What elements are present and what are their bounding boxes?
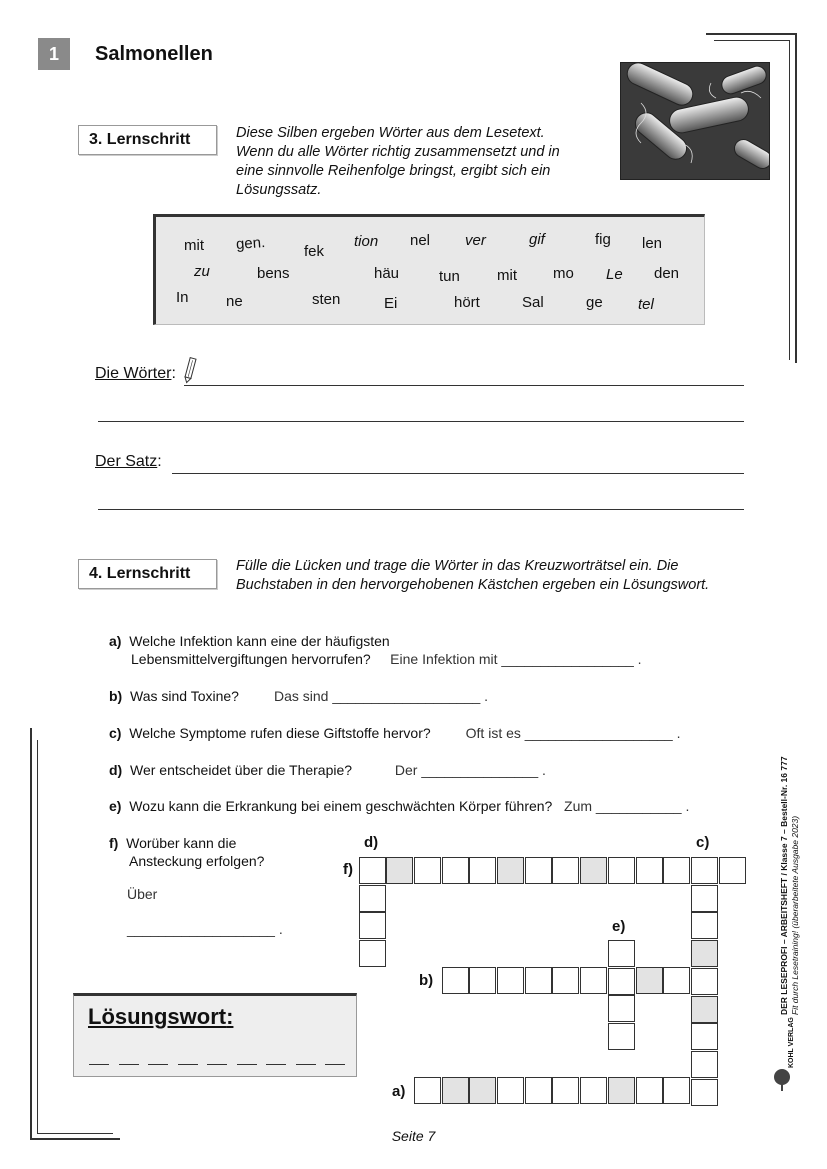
question-b: b) Was sind Toxine? Das sind ___________________ . xyxy=(109,688,489,704)
question-d: d) Wer entscheidet über die Therapie? Der _______________ . xyxy=(109,762,546,778)
frame-left-v2 xyxy=(37,740,38,1134)
syllable: mit xyxy=(184,237,204,254)
syllable: fig xyxy=(595,231,611,248)
crossword-cell-highlighted[interactable] xyxy=(691,940,718,967)
syllable: häu xyxy=(374,265,400,282)
crossword-cell[interactable] xyxy=(719,857,746,884)
syllable: Le xyxy=(606,266,623,283)
syllable: zu xyxy=(194,263,210,280)
solution-letter-slot[interactable] xyxy=(266,1064,286,1065)
crossword-cell[interactable] xyxy=(608,968,635,995)
frame-top-right-h xyxy=(706,33,796,35)
crossword-cell-highlighted[interactable] xyxy=(636,967,663,994)
crossword-cell-highlighted[interactable] xyxy=(386,857,413,884)
syllable: Sal xyxy=(522,294,544,311)
syllable: tel xyxy=(638,296,654,313)
crossword-cell-highlighted[interactable] xyxy=(497,857,524,884)
crossword-cell[interactable] xyxy=(691,912,718,939)
crossword-cell[interactable] xyxy=(552,857,579,884)
crossword-cell[interactable] xyxy=(359,857,386,884)
crossword-cell[interactable] xyxy=(525,857,552,884)
crossword-cell[interactable] xyxy=(663,857,690,884)
sentence-answer-line[interactable] xyxy=(172,473,744,474)
solution-letter-slot[interactable] xyxy=(148,1064,168,1065)
step4-instruction: Fülle die Lücken und trage die Wörter in das Kreuzworträtsel ein. Die Buchstaben in den hervorgehobenen Kästchen ergeben ein Lösungswort. xyxy=(236,558,710,593)
crossword-label-a: a) xyxy=(392,1083,406,1100)
crossword-cell-highlighted[interactable] xyxy=(469,1077,496,1104)
syllable: In xyxy=(176,289,189,306)
crossword-cell[interactable] xyxy=(608,940,635,967)
crossword-cell[interactable] xyxy=(414,1077,441,1104)
chapter-number-badge: 1 xyxy=(38,38,70,70)
question-f: f) Worüber kann die xyxy=(109,835,237,851)
crossword-cell[interactable] xyxy=(497,1077,524,1104)
crossword-cell[interactable] xyxy=(691,1023,718,1050)
crossword-cell[interactable] xyxy=(442,857,469,884)
frame-right-v xyxy=(795,33,797,363)
solution-letter-slot[interactable] xyxy=(237,1064,257,1065)
page-title: Salmonellen xyxy=(95,43,213,65)
answer-c[interactable]: Oft ist es ___________________ . xyxy=(465,725,681,741)
crossword-cell-highlighted[interactable] xyxy=(691,996,718,1023)
syllable: Ei xyxy=(384,295,398,312)
syllable: gen. xyxy=(235,234,266,253)
syllable: ne xyxy=(226,293,243,310)
crossword-cell[interactable] xyxy=(469,967,496,994)
answer-b[interactable]: Das sind ___________________ . xyxy=(273,688,489,704)
frame-left-v xyxy=(30,728,32,1140)
question-a: a) Welche Infektion kann eine der häufigsten xyxy=(109,633,390,649)
crossword-cell[interactable] xyxy=(691,1079,718,1106)
question-a-line2: Lebensmittelvergiftungen hervorrufen? Eine Infektion mit _________________ . xyxy=(131,651,642,667)
syllable: len xyxy=(642,235,663,252)
crossword-label-f: f) xyxy=(343,861,353,878)
crossword-label-c: c) xyxy=(696,834,710,851)
words-row: Die Wörter: xyxy=(95,365,176,382)
syllable: ge xyxy=(586,294,603,311)
crossword-cell[interactable] xyxy=(414,857,441,884)
step4-label: 4. Lernschritt xyxy=(78,559,217,589)
syllable: nel xyxy=(410,232,431,249)
crossword-cell[interactable] xyxy=(608,995,635,1022)
sidebar-subtitle-line: Fit durch Lesetraining! (überarbeitete Ausgabe 2023) xyxy=(790,815,800,1015)
crossword-cell[interactable] xyxy=(359,912,386,939)
crossword-cell-highlighted[interactable] xyxy=(608,1077,635,1104)
crossword-cell[interactable] xyxy=(359,885,386,912)
syllable: ver xyxy=(465,232,486,249)
syllable: den xyxy=(654,265,680,282)
sentence-label: Der Satz xyxy=(95,453,158,470)
step3-label: 3. Lernschritt xyxy=(78,125,217,155)
page-footer: Seite 7 xyxy=(391,1128,436,1144)
crossword-cell[interactable] xyxy=(608,857,635,884)
publisher-name: KOHL VERLAG xyxy=(788,1017,795,1068)
syllable: tun xyxy=(439,268,460,285)
solution-letter-slot[interactable] xyxy=(296,1064,316,1065)
frame-right-v2 xyxy=(789,40,790,360)
salmonella-image xyxy=(620,62,770,180)
words-answer-line-2[interactable] xyxy=(98,421,744,422)
frame-top-right-h2 xyxy=(714,40,790,41)
syllable: tion xyxy=(354,233,379,250)
crossword-cell[interactable] xyxy=(525,967,552,994)
crossword-cell[interactable] xyxy=(691,968,718,995)
crossword-cell[interactable] xyxy=(552,1077,579,1104)
sidebar-series-line: DER LESEPROFI – ARBEITSHEFT / Klasse 7 – Bestell-Nr. 16 777 xyxy=(779,756,789,1015)
solution-colon: : xyxy=(226,1004,234,1029)
crossword-cell[interactable] xyxy=(663,967,690,994)
crossword-cell[interactable] xyxy=(691,1051,718,1078)
syllable: gif xyxy=(529,231,545,248)
solution-word-box xyxy=(73,993,357,1077)
crossword-cell[interactable] xyxy=(663,1077,690,1104)
crossword-cell[interactable] xyxy=(691,885,718,912)
words-answer-line[interactable] xyxy=(184,385,744,386)
crossword-cell[interactable] xyxy=(552,967,579,994)
answer-f-label: Über xyxy=(127,886,158,902)
solution-word-title: Lösungswort: xyxy=(88,1004,234,1029)
crossword-cell[interactable] xyxy=(608,1023,635,1050)
answer-e[interactable]: Zum ___________ . xyxy=(564,798,690,814)
syllable: sten xyxy=(312,291,341,308)
crossword-cell[interactable] xyxy=(469,857,496,884)
solution-letter-slot[interactable] xyxy=(207,1064,227,1065)
syllable-box xyxy=(153,214,705,325)
question-c: c) Welche Symptome rufen diese Giftstoffe hervor? Oft ist es ___________________ . xyxy=(109,725,681,741)
sentence-row: Der Satz: xyxy=(95,453,162,470)
answer-d[interactable]: Der _______________ . xyxy=(394,762,546,778)
crossword-cell[interactable] xyxy=(580,1077,607,1104)
sentence-answer-line-2[interactable] xyxy=(98,509,744,510)
syllable: hört xyxy=(454,294,480,311)
syllable: mit xyxy=(497,267,517,284)
answer-f[interactable]: ___________________ . xyxy=(127,921,283,937)
crossword-label-d: d) xyxy=(364,834,379,851)
answer-a[interactable]: Eine Infektion mit _________________ . xyxy=(390,651,642,667)
solution-letter-slot[interactable] xyxy=(178,1064,198,1065)
words-label: Die Wörter xyxy=(95,365,172,382)
crossword-cell[interactable] xyxy=(442,967,469,994)
publisher-logo xyxy=(770,1065,810,1095)
solution-letter-slot[interactable] xyxy=(119,1064,139,1065)
crossword-cell[interactable] xyxy=(525,1077,552,1104)
crossword-cell-highlighted[interactable] xyxy=(580,857,607,884)
solution-letter-slot[interactable] xyxy=(89,1064,109,1065)
crossword-cell[interactable] xyxy=(636,1077,663,1104)
step3-instruction: Diese Silben ergeben Wörter aus dem Lesetext. Wenn du alle Wörter richtig zusammensetzt und in eine sinnvolle Reihenfolge bringst, ergibt sich ein Lösungssatz. xyxy=(236,125,560,198)
crossword-cell[interactable] xyxy=(636,857,663,884)
crossword-label-b: b) xyxy=(419,972,434,989)
syllable: mo xyxy=(553,265,574,282)
syllable: bens xyxy=(257,265,290,282)
question-e: e) Wozu kann die Erkrankung bei einem geschwächten Körper führen? Zum ___________ . xyxy=(109,798,690,814)
question-f-line2: Ansteckung erfolgen? xyxy=(129,853,265,869)
crossword-cell[interactable] xyxy=(359,940,386,967)
crossword-cell[interactable] xyxy=(497,967,524,994)
syllable: fek xyxy=(304,243,325,260)
crossword-cell-highlighted[interactable] xyxy=(442,1077,469,1104)
crossword-cell[interactable] xyxy=(580,967,607,994)
crossword-label-e: e) xyxy=(612,918,626,935)
crossword-cell[interactable] xyxy=(691,857,718,884)
solution-letter-slot[interactable] xyxy=(325,1064,345,1065)
